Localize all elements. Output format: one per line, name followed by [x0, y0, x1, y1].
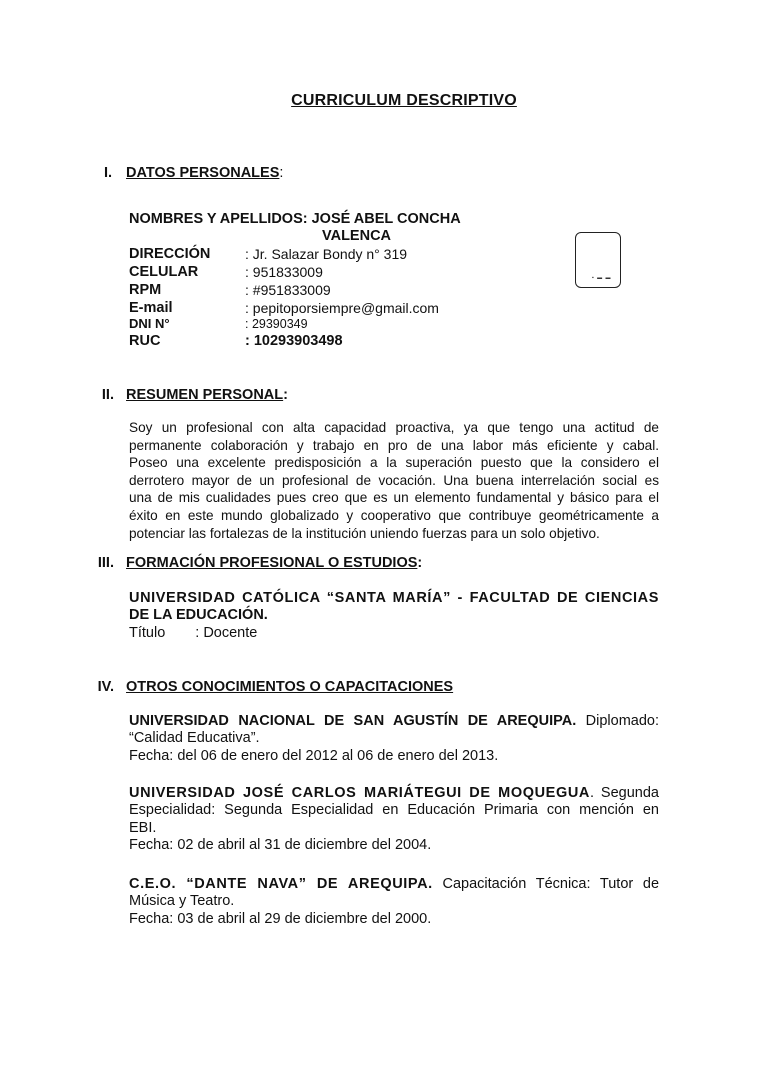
training-item [129, 785, 659, 855]
training-header [129, 785, 659, 802]
training-institution: UNIVERSIDAD NACIONAL DE SAN AGUSTÍN DE AREQUIPA. [129, 713, 577, 729]
section-heading-personal-data [94, 165, 283, 181]
training-institution: C.E.O. “DANTE NAVA” DE AREQUIPA. [129, 876, 433, 892]
section-label: DATOS PERSONALES [126, 165, 280, 181]
summary-line: potenciar las fortalezas de la institución uniendo fuerzas para un solo objetivo. [129, 525, 600, 541]
cellphone-value: : 951833009 [245, 264, 323, 280]
summary-line: derrotero mayor de un profesional de vocación. Una buena interrelación social es [129, 472, 659, 488]
training-line: “Calidad Educativa”. [129, 730, 260, 747]
training-line: Especialidad: Segunda Especialidad en Educación Primaria con mención en [129, 802, 659, 819]
training-item [129, 876, 659, 928]
section-label: FORMACIÓN PROFESIONAL O ESTUDIOS [126, 555, 418, 571]
education-institution-line1: UNIVERSIDAD CATÓLICA “SANTA MARÍA” - FACULTAD DE CIENCIAS [129, 590, 659, 606]
email-value: : pepitoporsiempre@gmail.com [245, 300, 439, 316]
training-type: Diplomado: [576, 713, 659, 729]
rpm-value: : #951833009 [245, 282, 331, 298]
photo-placeholder [575, 232, 621, 288]
section-heading-summary [94, 387, 288, 403]
education-institution-line2: DE LA EDUCACIÓN. [129, 607, 268, 624]
address-value: : Jr. Salazar Bondy n° 319 [245, 246, 408, 262]
section-heading-education [89, 555, 422, 571]
section-heading-trainings [89, 679, 453, 695]
summary-line: una de mis cualidades pues creo que es un elemento fundamental y básico para el [129, 490, 659, 506]
training-type: . Segunda [589, 785, 659, 801]
section-label: RESUMEN PERSONAL [126, 387, 284, 403]
dni-label: DNI N° [129, 316, 170, 331]
summary-line: Soy un profesional con alta capacidad proactiva, ya que tengo una actitud de [129, 420, 659, 435]
photo-mark-icon: ▪ ▬ ▬ [592, 275, 612, 281]
summary-line: éxito en este mundo globalizado y cooperativo que contribuye geométricamente a [129, 507, 659, 523]
training-type: Capacitación Técnica: Tutor de [432, 876, 660, 892]
document-title: CURRICULUM DESCRIPTIVO [291, 92, 517, 109]
education-degree [129, 625, 659, 642]
summary-line: permanente colaboración y trabajo en pro de una labor más eficiente y cabal. [129, 437, 659, 453]
training-item [129, 713, 659, 765]
summary-paragraph [129, 419, 659, 542]
rpm-label: RPM [129, 282, 162, 298]
ruc-label: RUC [129, 333, 161, 349]
degree-label: Título [129, 624, 166, 641]
full-name-line2: VALENCA [322, 228, 392, 244]
dni-value: : 29390349 [245, 317, 308, 331]
training-header [129, 876, 659, 893]
email-label: E-mail [129, 300, 173, 316]
education-block [129, 590, 659, 642]
training-line: Fecha: del 06 de enero del 2012 al 06 de enero del 2013. [129, 747, 499, 764]
ruc-value: : 10293903498 [245, 333, 343, 349]
section-number: IV. [97, 679, 114, 695]
section-suffix: : [279, 165, 284, 181]
degree-value: : Docente [195, 624, 258, 641]
training-line: Fecha: 03 de abril al 29 de diciembre del 2000. [129, 910, 432, 927]
section-number: I. [103, 165, 112, 181]
training-line: Música y Teatro. [129, 893, 235, 910]
section-label: OTROS CONOCIMIENTOS O CAPACITACIONES [126, 679, 454, 695]
address-label: DIRECCIÓN [129, 246, 211, 262]
training-line: Fecha: 02 de abril al 31 de diciembre del 2004. [129, 837, 432, 854]
training-header [129, 713, 659, 730]
summary-line: Poseo una excelente predisposición a la superación puesto que la considero el [129, 455, 659, 471]
full-name-line1: NOMBRES Y APELLIDOS: JOSÉ ABEL CONCHA [129, 211, 461, 227]
training-institution: UNIVERSIDAD JOSÉ CARLOS MARIÁTEGUI DE MOQUEGUA [129, 785, 590, 801]
section-number: III. [97, 555, 114, 571]
section-suffix: : [417, 555, 423, 571]
section-suffix: : [283, 387, 288, 403]
training-line: EBI. [129, 819, 157, 836]
section-number: II. [101, 387, 114, 403]
cellphone-label: CELULAR [129, 264, 199, 280]
